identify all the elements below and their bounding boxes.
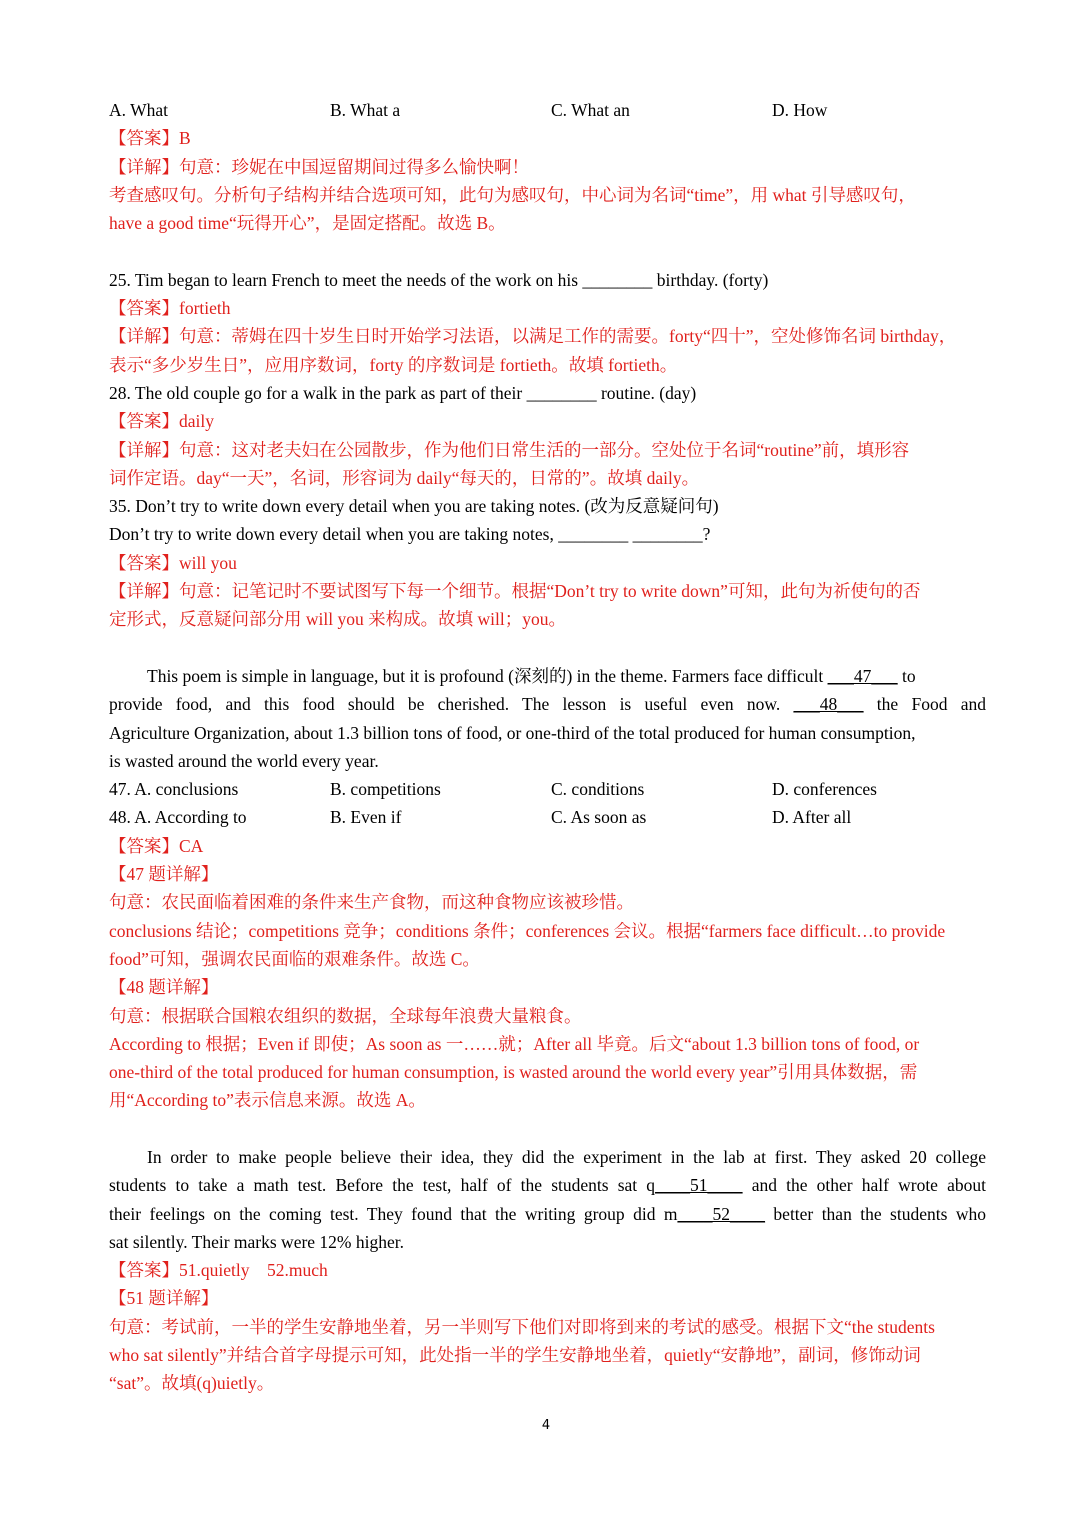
option-a: A. What (109, 100, 168, 120)
q24-options (109, 96, 986, 124)
q28-detail-1: 【详解】句意：这对老夫妇在公园散步，作为他们日常生活的一部分。空处位于名词“routine”前，填形容 (109, 439, 910, 460)
spacer (109, 634, 986, 662)
q35-detail-2: 定形式，反意疑问部分用 will you 来构成。故填 will；you。 (109, 609, 566, 630)
option-c: C. What an (551, 100, 630, 120)
passage2-text: and the other half wrote about (742, 1175, 986, 1196)
option-c: C. As soon as (551, 807, 647, 828)
passage1-line-3: Agriculture Organization, about 1.3 billion tons of food, or one-third of the total produced for human consumption, (109, 722, 916, 743)
option-c: C. conditions (551, 779, 645, 800)
blank-52: ____52____ (677, 1203, 765, 1224)
q51-detail-2: who sat silently”并结合首字母提示可知，此处指一半的学生安静地坐着，quietly“安静地”，副词，修饰动词 (109, 1345, 921, 1366)
q35-question: 35. Don’t try to write down every detail when you are taking notes. (改为反意疑问句) (109, 496, 719, 517)
q48-options (109, 803, 986, 831)
passage2-line-3 (109, 1200, 986, 1228)
page-number: 4 (541, 1418, 551, 1433)
q48-heading: 【48 题详解】 (109, 977, 219, 998)
q47-detail-2: conclusions 结论；competitions 竞争；conditions 条件；conferences 会议。根据“farmers face difficult…to provide (109, 920, 946, 941)
q28-detail-2: 词作定语。day“一天”，名词，形容词为 daily“每天的，日常的”。故填 daily。 (109, 467, 700, 488)
option-b: B. competitions (330, 779, 441, 800)
q28-answer: 【答案】daily (109, 411, 214, 432)
q48-detail-2: According to 根据；Even if 即使；As soon as 一……就；After all 毕竟。后文“about 1.3 billion tons of food, or (109, 1033, 920, 1054)
q47-detail-1: 句意：农民面临着困难的条件来生产食物，而这种食物应该被珍惜。 (109, 892, 634, 913)
q25-detail-1: 【详解】句意：蒂姆在四十岁生日时开始学习法语，以满足工作的需要。forty“四十”，空处修饰名词 birthday， (109, 326, 957, 347)
passage1-text: the Food and (863, 694, 986, 715)
q51-detail-3: “sat”。故填(q)uietly。 (109, 1373, 275, 1394)
option-d: D. How (772, 100, 828, 120)
q47-detail-3: food”可知，强调农民面临的艰难条件。故选 C。 (109, 948, 480, 969)
document-page (109, 96, 986, 1398)
option-d: D. After all (772, 807, 852, 828)
passage1-text: This poem is simple in language, but it is profound (深刻的) in the theme. Farmers face difficult (147, 665, 828, 686)
option-b: B. What a (330, 100, 401, 120)
passage2-line-1: In order to make people believe their idea, they did the experiment in the lab at first. They asked 20 college (147, 1146, 986, 1167)
spacer (109, 237, 986, 265)
option-a: 48. A. According to (109, 807, 247, 828)
q24-answer: 【答案】B (109, 128, 191, 149)
blank-48: ___48___ (793, 694, 864, 715)
blank-51: ____51____ (655, 1175, 743, 1196)
q35-question-2: Don’t try to write down every detail when you are taking notes, ________ ________? (109, 524, 711, 545)
q51-detail-1: 句意：考试前，一半的学生安静地坐着，另一半则写下他们对即将到来的考试的感受。根据下文“the students (109, 1316, 935, 1337)
q25-question: 25. Tim began to learn French to meet the needs of the work on his ________ birthday. (forty) (109, 269, 769, 290)
q28-question: 28. The old couple go for a walk in the park as part of their ________ routine. (day) (109, 382, 697, 403)
passage2-text: better than the students who (765, 1203, 986, 1224)
blank-47: ___47___ (827, 665, 898, 686)
passage1-line-1 (109, 662, 986, 690)
q5152-answer: 【答案】51.quietly 52.much (109, 1260, 328, 1281)
passage1-text: provide food, and this food should be cherished. The lesson is useful even now. (109, 694, 794, 715)
spacer (109, 1115, 986, 1143)
q51-heading: 【51 题详解】 (109, 1288, 219, 1309)
option-a: 47. A. conclusions (109, 779, 239, 800)
passage2-line-2 (109, 1171, 986, 1199)
q35-answer: 【答案】will you (109, 552, 237, 573)
q24-detail-3: have a good time“玩得开心”，是固定搭配。故选 B。 (109, 213, 506, 234)
passage2-text: their feelings on the coming test. They found that the writing group did m (109, 1203, 678, 1224)
passage2-text: students to take a math test. Before the test, half of the students sat q (109, 1175, 656, 1196)
q48-detail-1: 句意：根据联合国粮农组织的数据，全球每年浪费大量粮食。 (109, 1005, 582, 1026)
q24-detail-2: 考查感叹句。分析句子结构并结合选项可知，此句为感叹句，中心词为名词“time”，用 what 引导感叹句， (109, 184, 916, 205)
q24-detail-1: 【详解】句意：珍妮在中国逗留期间过得多么愉快啊！ (109, 156, 529, 177)
q4748-answer: 【答案】CA (109, 835, 204, 856)
q48-detail-4: 用“According to”表示信息来源。故选 A。 (109, 1090, 426, 1111)
passage1-line-2 (109, 690, 986, 718)
passage1-line-4: is wasted around the world every year. (109, 750, 379, 771)
passage1-text: to (897, 665, 916, 686)
passage2-line-4: sat silently. Their marks were 12% higher. (109, 1231, 404, 1252)
option-d: D. conferences (772, 779, 877, 800)
option-b: B. Even if (330, 807, 402, 828)
q48-detail-3: one-third of the total produced for human consumption, is wasted around the world every year”引用具体数据，需 (109, 1062, 918, 1083)
q25-answer: 【答案】fortieth (109, 298, 231, 319)
q35-detail-1: 【详解】句意：记笔记时不要试图写下每一个细节。根据“Don’t try to write down”可知，此句为祈使句的否 (109, 581, 921, 602)
q47-options (109, 775, 986, 803)
q47-heading: 【47 题详解】 (109, 864, 219, 885)
q25-detail-2: 表示“多少岁生日”，应用序数词，forty 的序数词是 fortieth。故填 fortieth。 (109, 354, 678, 375)
